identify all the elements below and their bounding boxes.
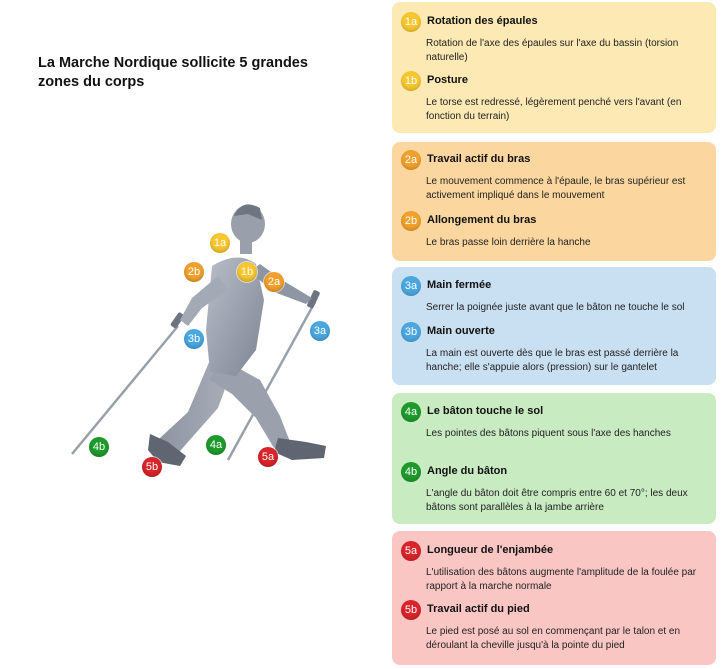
badge-2a: 2a — [401, 150, 421, 170]
badge-5b: 5b — [401, 600, 421, 620]
item-3a-desc: Serrer la poignée juste avant que le bâton ne touche le sol — [426, 302, 685, 313]
front-shoe — [274, 438, 326, 460]
badge-1b: 1b — [401, 71, 421, 91]
item-2b-desc: Le bras passe loin derrière la hanche — [426, 237, 591, 248]
badge-1a: 1a — [401, 12, 421, 32]
item-4a — [401, 402, 708, 441]
item-4a-desc: Les pointes des bâtons piquent sous l'axe des hanches — [426, 428, 671, 439]
badge-3b: 3b — [401, 322, 421, 342]
figure-badge-3b: 3b — [184, 329, 204, 349]
figure-badge-2b: 2b — [184, 262, 204, 282]
item-5a-title: Longueur de l'enjambée — [427, 544, 554, 556]
walker-figure — [60, 180, 360, 510]
item-2a-desc: Le mouvement commence à l'épaule, le bras supérieur est activement impliqué dans le mouvement — [426, 176, 686, 201]
item-2a — [401, 150, 708, 203]
item-4a-title: Le bâton touche le sol — [427, 405, 544, 417]
item-1b-desc: Le torse est redressé, légèrement penché vers l'avant (en fonction du terrain) — [426, 97, 682, 122]
item-1b-title: Posture — [427, 74, 468, 86]
item-3b — [401, 322, 708, 375]
item-5b — [401, 600, 708, 653]
item-3b-desc: La main est ouverte dès que le bras est passé derrière la hanche; elle s'appuie alors (pression) sur le gantelet — [426, 348, 679, 373]
badge-2b: 2b — [401, 211, 421, 231]
figure-badge-5b: 5b — [142, 457, 162, 477]
badge-4a: 4a — [401, 402, 421, 422]
item-5a-desc: L'utilisation des bâtons augmente l'amplitude de la foulée par rapport à la marche normale — [426, 567, 697, 592]
item-5b-title: Travail actif du pied — [427, 603, 530, 615]
figure-badge-1a: 1a — [210, 233, 230, 253]
figure-badge-1b: 1b — [237, 262, 257, 282]
item-3b-title: Main ouverte — [427, 325, 495, 337]
item-5b-desc: Le pied est posé au sol en commençant par le talon et en déroulant la cheville jusqu'à la pointe du pied — [426, 626, 681, 651]
item-5a — [401, 541, 708, 594]
badge-4b: 4b — [401, 462, 421, 482]
badge-3a: 3a — [401, 276, 421, 296]
item-2b-title: Allongement du bras — [427, 214, 537, 226]
diagram-title: La Marche Nordique sollicite 5 grandes zones du corps — [38, 55, 308, 90]
figure-badge-4b: 4b — [89, 437, 109, 457]
badge-5a: 5a — [401, 541, 421, 561]
item-4b-title: Angle du bâton — [427, 465, 508, 477]
rear-pole — [72, 326, 178, 454]
item-1a-desc: Rotation de l'axe des épaules sur l'axe du bassin (torsion naturelle) — [426, 38, 679, 63]
panel-feet — [392, 531, 716, 665]
item-1b — [401, 71, 708, 124]
panel-poles — [392, 393, 716, 524]
item-1a-title: Rotation des épaules — [427, 15, 538, 27]
panel-hands — [392, 267, 716, 385]
item-3a — [401, 276, 708, 315]
figure-badge-2a: 2a — [264, 272, 284, 292]
item-2a-title: Travail actif du bras — [427, 153, 531, 165]
figure-badge-5a: 5a — [258, 447, 278, 467]
item-4b-desc: L'angle du bâton doit être compris entre 60 et 70°; les deux bâtons sont parallèles à la jambe arrière — [426, 488, 688, 513]
panel-shoulders-posture — [392, 2, 716, 133]
item-3a-title: Main fermée — [427, 279, 492, 291]
item-1a — [401, 12, 708, 65]
panel-arm-work — [392, 142, 716, 261]
figure-badge-4a: 4a — [206, 435, 226, 455]
walker-illustration — [60, 180, 360, 510]
item-4b — [401, 462, 708, 515]
figure-badge-3a: 3a — [310, 321, 330, 341]
item-2b — [401, 211, 708, 250]
